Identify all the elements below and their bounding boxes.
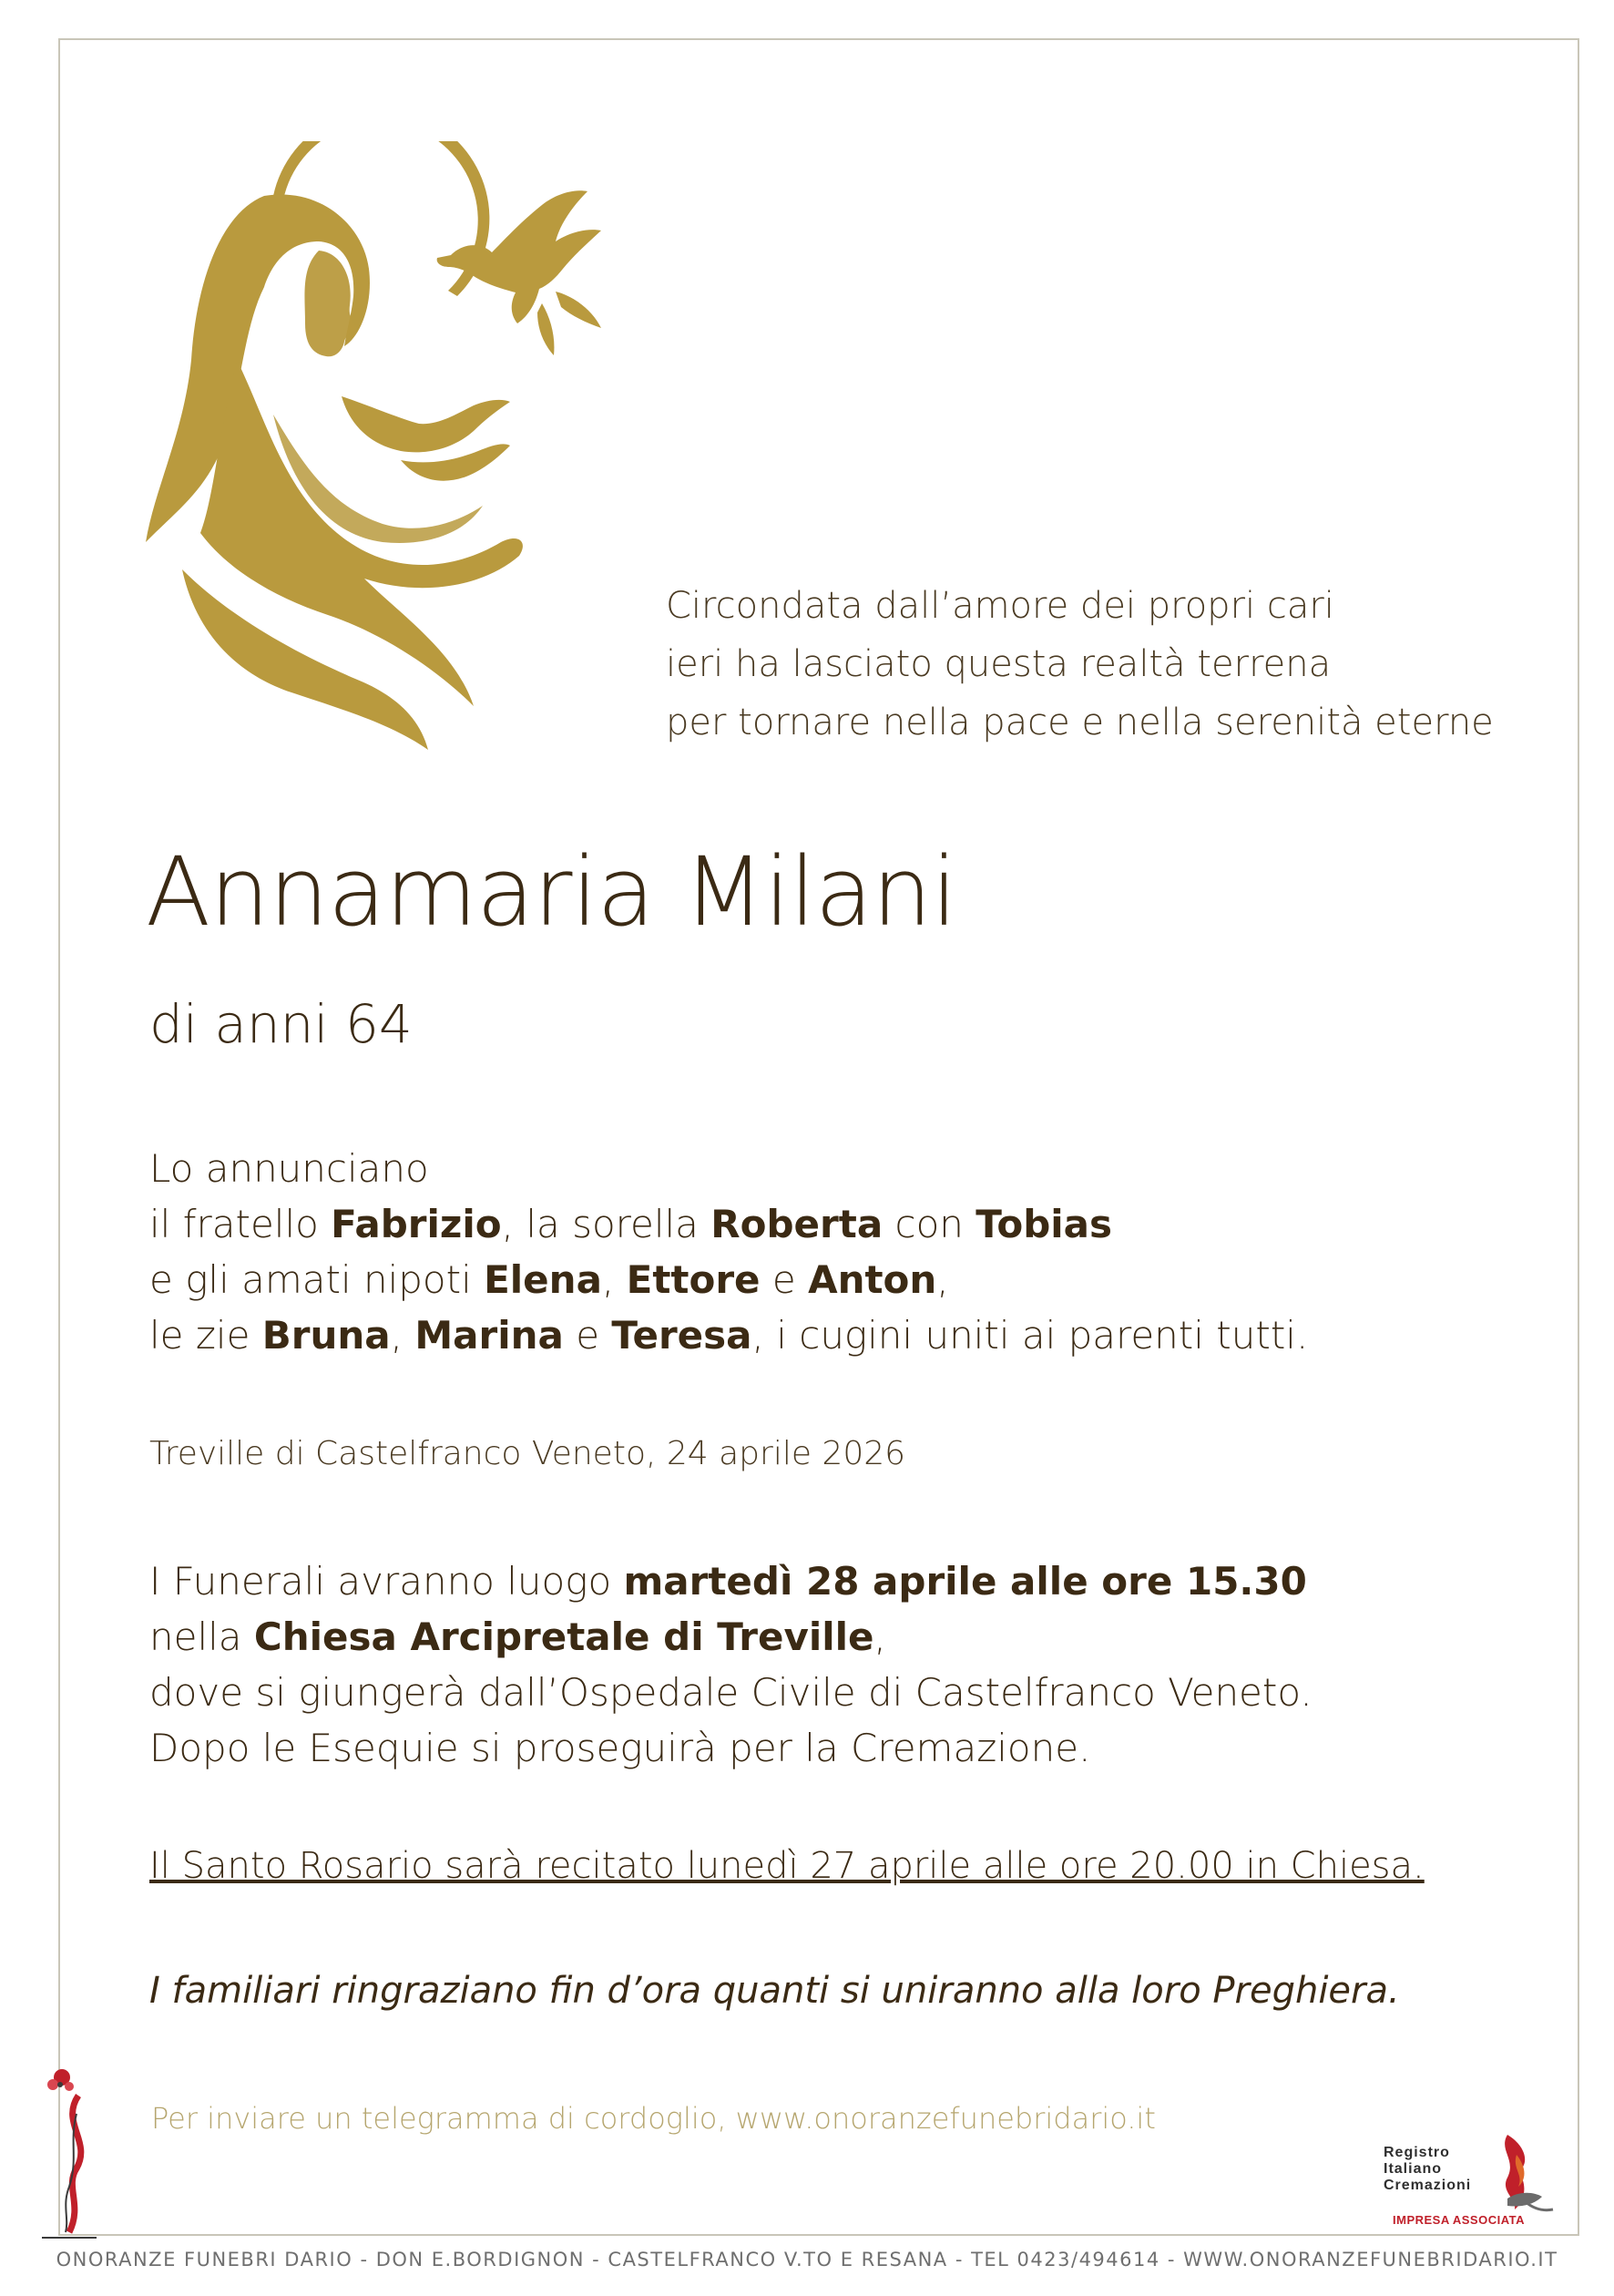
intro-line: ieri ha lasciato questa realtà terrena: [666, 643, 1332, 685]
intro-text: [666, 577, 1558, 752]
thanks-text: I familiari ringraziano fin d’ora quanti si uniranno alla loro Preghiera.: [149, 1970, 1400, 2012]
funeral-line: I Funerali avranno luogo martedì 28 aprile alle ore 15.30: [149, 1559, 1307, 1604]
funeral-line: nella Chiesa Arcipretale di Treville,: [149, 1614, 886, 1659]
announcement-line: Lo annunciano: [149, 1146, 429, 1191]
deceased-age: di anni 64: [149, 993, 413, 1055]
place-date: Treville di Castelfranco Veneto, 24 aprile 2026: [149, 1435, 906, 1472]
logo-line: Registro: [1384, 2145, 1450, 2160]
funeral-details: [149, 1553, 1516, 1776]
funeral-line: Dopo le Esequie si proseguirà per la Cremazione.: [149, 1726, 1091, 1770]
logo-line: Cremazioni: [1384, 2178, 1472, 2193]
announcement-line: le zie Bruna, Marina e Teresa, i cugini uniti ai parenti tutti.: [149, 1313, 1309, 1358]
logo-tagline: IMPRESA ASSOCIATA: [1393, 2213, 1526, 2227]
footer-contacts: ONORANZE FUNEBRI DARIO - DON E.BORDIGNON - CASTELFRANCO V.TO E RESANA - TEL 0423/494614 - WWW.ONORANZEFUNEBRIDARIO.IT: [56, 2249, 1558, 2270]
announcement-line: il fratello Fabrizio, la sorella Roberta con Tobias: [149, 1202, 1113, 1246]
intro-line: Circondata dall’amore dei propri cari: [666, 585, 1334, 627]
rosary-notice: Il Santo Rosario sarà recitato lunedì 27 aprile alle ore 20.00 in Chiesa.: [149, 1845, 1425, 1887]
deceased-name: Annamaria Milani: [146, 836, 957, 948]
madonna-with-dove-icon: [128, 141, 638, 761]
telegram-link[interactable]: Per inviare un telegramma di cordoglio, www.onoranzefunebridario.it: [151, 2101, 1156, 2136]
intro-line: per tornare nella pace e nella serenità eterne: [666, 702, 1494, 743]
registro-cremazioni-logo: [1380, 2127, 1562, 2228]
logo-line: Italiano: [1384, 2161, 1443, 2177]
announcement: [149, 1141, 1516, 1363]
funeral-line: dove si giungerà dall’Ospedale Civile di Castelfranco Veneto.: [149, 1670, 1313, 1715]
announcement-line: e gli amati nipoti Elena, Ettore e Anton,: [149, 1257, 949, 1302]
poppy-flower-icon: [42, 2059, 106, 2241]
